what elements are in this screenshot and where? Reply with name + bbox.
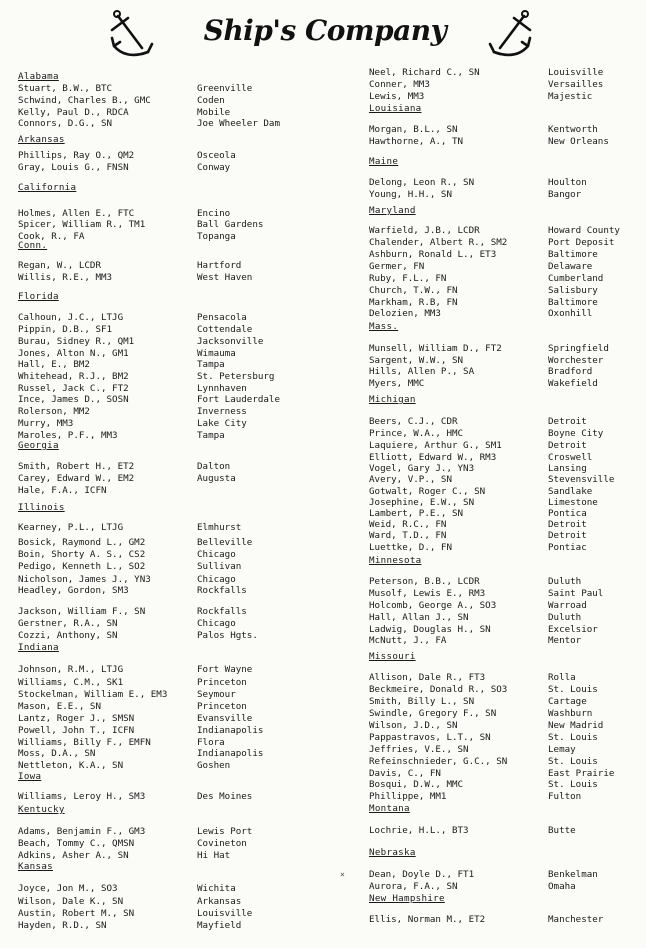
hometown: Arkansas xyxy=(197,896,242,907)
crew-name: Kelly, Paul D., RDCA xyxy=(18,107,129,118)
crew-name: Church, T.W., FN xyxy=(369,285,458,296)
crew-name: Sargent, W.W., SN xyxy=(369,355,464,366)
crew-name: Vogel, Gary J., YN3 xyxy=(369,463,475,474)
crew-name: Holmes, Allen E., FTC xyxy=(18,208,135,219)
crew-name: Delozien, MM3 xyxy=(369,308,441,319)
state-heading: Mass. xyxy=(369,321,399,332)
hometown: Cumberland xyxy=(548,273,604,284)
hometown: Pontiac xyxy=(548,542,587,553)
hometown: Wichita xyxy=(197,883,236,894)
state-heading: Indiana xyxy=(18,642,59,653)
crew-name: Williams, C.M., SK1 xyxy=(18,677,124,688)
hometown: Rolla xyxy=(548,672,576,683)
crew-name: Connors, D.G., SN xyxy=(18,118,113,129)
crew-name: Refeinschnieder, G.C., SN xyxy=(369,756,508,767)
hometown: New Orleans xyxy=(548,136,609,147)
hometown: Evansville xyxy=(197,713,253,724)
crew-name: Markham, R.B, FN xyxy=(369,297,458,308)
crew-name: Weid, R.C., FN xyxy=(369,519,447,530)
hometown: Bangor xyxy=(548,189,582,200)
hometown: Rockfalls xyxy=(197,585,247,596)
hometown: Chicago xyxy=(197,618,236,629)
crew-name: Austin, Robert M., SN xyxy=(18,908,135,919)
crew-name: Jackson, William F., SN xyxy=(18,606,146,617)
hometown: Palos Hgts. xyxy=(197,630,258,641)
crew-name: Allison, Dale R., FT3 xyxy=(369,672,486,683)
crew-name: Avery, V.P., SN xyxy=(369,474,452,485)
hometown: Augusta xyxy=(197,473,236,484)
hometown: Kentworth xyxy=(548,124,598,135)
crew-name: Rolerson, MM2 xyxy=(18,406,90,417)
state-heading: Louisiana xyxy=(369,103,422,114)
hometown: Lake City xyxy=(197,418,247,429)
hometown: Mobile xyxy=(197,107,231,118)
state-heading: Kansas xyxy=(18,861,53,872)
hometown: West Haven xyxy=(197,272,253,283)
crew-name: Holcomb, George A., SO3 xyxy=(369,600,497,611)
hometown: Washburn xyxy=(548,708,593,719)
hometown: Duluth xyxy=(548,576,582,587)
crew-name: Pedigo, Kenneth L., SO2 xyxy=(18,561,146,572)
hometown: Conway xyxy=(197,162,231,173)
hometown: Excelsior xyxy=(548,624,598,635)
state-heading: Nebraska xyxy=(369,847,416,858)
crew-name: Cook, R., FA xyxy=(18,231,85,242)
crew-name: Beach, Tommy C., QMSN xyxy=(18,838,135,849)
hometown: Tampa xyxy=(197,430,225,441)
crew-name: Williams, Billy F., EMFN xyxy=(18,737,151,748)
stray-mark: × xyxy=(340,870,345,879)
hometown: Versailles xyxy=(548,79,604,90)
hometown: St. Louis xyxy=(548,684,598,695)
hometown: Mentor xyxy=(548,635,582,646)
hometown: St. Louis xyxy=(548,779,598,790)
hometown: Elmhurst xyxy=(197,522,242,533)
hometown: Duluth xyxy=(548,612,582,623)
hometown: Indianapolis xyxy=(197,725,264,736)
hometown: Cottendale xyxy=(197,324,253,335)
hometown: Detroit xyxy=(548,416,587,427)
crew-name: Germer, FN xyxy=(369,261,425,272)
hometown: Belleville xyxy=(197,537,253,548)
crew-name: Wilson, Dale K., SN xyxy=(18,896,124,907)
state-heading: Minnesota xyxy=(369,555,422,566)
hometown: Dalton xyxy=(197,461,231,472)
crew-name: Laquiere, Arthur G., SM1 xyxy=(369,440,502,451)
crew-name: Myers, MMC xyxy=(369,378,425,389)
crew-name: Powell, John T., ICFN xyxy=(18,725,135,736)
hometown: Chicago xyxy=(197,549,236,560)
crew-name: Munsell, William D., FT2 xyxy=(369,343,502,354)
hometown: Port Deposit xyxy=(548,237,615,248)
crew-name: Wilson, J.D., SN xyxy=(369,720,458,731)
crew-name: Beckmeire, Donald R., SO3 xyxy=(369,684,508,695)
state-heading: Iowa xyxy=(18,771,42,782)
crew-name: Gerstner, R.A., SN xyxy=(18,618,118,629)
hometown: Bradford xyxy=(548,366,593,377)
crew-name: Gotwalt, Roger C., SN xyxy=(369,486,486,497)
hometown: Majestic xyxy=(548,91,593,102)
hometown: Oxonhill xyxy=(548,308,593,319)
hometown: Saint Paul xyxy=(548,588,604,599)
crew-name: Neel, Richard C., SN xyxy=(369,67,480,78)
hometown: Wakefield xyxy=(548,378,598,389)
hometown: Manchester xyxy=(548,914,604,925)
hometown: Springfield xyxy=(548,343,609,354)
crew-name: Josephine, E.W., SN xyxy=(369,497,475,508)
crew-name: Pappastravos, L.T., SN xyxy=(369,732,491,743)
hometown: Louisville xyxy=(197,908,253,919)
hometown: Covineton xyxy=(197,838,247,849)
crew-name: Hall, E., BM2 xyxy=(18,359,90,370)
crew-name: Conner, MM3 xyxy=(369,79,430,90)
hometown: Des Moines xyxy=(197,791,253,802)
hometown: Pontica xyxy=(548,508,587,519)
hometown: Detroit xyxy=(548,519,587,530)
state-heading: Florida xyxy=(18,291,59,302)
hometown: Joe Wheeler Dam xyxy=(197,118,280,129)
crew-name: Chalender, Albert R., SM2 xyxy=(369,237,508,248)
hometown: Sandlake xyxy=(548,486,593,497)
crew-name: Cozzi, Anthony, SN xyxy=(18,630,118,641)
crew-name: Hale, F.A., ICFN xyxy=(18,485,107,496)
crew-name: Ladwig, Douglas H., SN xyxy=(369,624,491,635)
hometown: Hartford xyxy=(197,260,242,271)
state-heading: New Hampshire xyxy=(369,893,445,904)
crew-name: Peterson, B.B., LCDR xyxy=(369,576,480,587)
crew-name: Moss, D.A., SN xyxy=(18,748,96,759)
hometown: St. Louis xyxy=(548,756,598,767)
crew-name: Phillippe, MM1 xyxy=(369,791,447,802)
hometown: Hi Hat xyxy=(197,850,231,861)
hometown: Croswell xyxy=(548,452,593,463)
crew-name: Nettleton, K.A., SN xyxy=(18,760,124,771)
crew-name: Calhoun, J.C., LTJG xyxy=(18,312,124,323)
crew-name: Bosick, Raymond L., GM2 xyxy=(18,537,146,548)
hometown: Encino xyxy=(197,208,231,219)
hometown: Warroad xyxy=(548,600,587,611)
crew-name: Luettke, D., FN xyxy=(369,542,452,553)
crew-name: McNutt, J., FA xyxy=(369,635,447,646)
crew-name: Prince, W.A., HMC xyxy=(369,428,464,439)
crew-name: Beers, C.J., CDR xyxy=(369,416,458,427)
crew-name: Regan, W., LCDR xyxy=(18,260,101,271)
page-title: Ship's Company xyxy=(203,14,447,47)
hometown: Topanga xyxy=(197,231,236,242)
crew-name: Musolf, Lewis E., RM3 xyxy=(369,588,486,599)
hometown: Butte xyxy=(548,825,576,836)
crew-name: Murry, MM3 xyxy=(18,418,74,429)
crew-name: Lochrie, H.L., BT3 xyxy=(369,825,469,836)
hometown: Limestone xyxy=(548,497,598,508)
crew-name: Smith, Robert H., ET2 xyxy=(18,461,135,472)
hometown: Inverness xyxy=(197,406,247,417)
hometown: Lynnhaven xyxy=(197,383,247,394)
hometown: Houlton xyxy=(548,177,587,188)
crew-name: Schwind, Charles B., GMC xyxy=(18,95,151,106)
state-heading: Maine xyxy=(369,156,399,167)
hometown: Detroit xyxy=(548,440,587,451)
hometown: Baltimore xyxy=(548,297,598,308)
state-heading: Kentucky xyxy=(18,804,65,815)
crew-name: Phillips, Ray O., QM2 xyxy=(18,150,135,161)
hometown: Cartage xyxy=(548,696,587,707)
hometown: Seymour xyxy=(197,689,236,700)
crew-name: Carey, Edward W., EM2 xyxy=(18,473,135,484)
crew-name: Warfield, J.B., LCDR xyxy=(369,225,480,236)
hometown: Wimauma xyxy=(197,348,236,359)
crew-name: Hawthorne, A., TN xyxy=(369,136,464,147)
crew-name: Whitehead, R.J., BM2 xyxy=(18,371,129,382)
crew-name: Ashburn, Ronald L., ET3 xyxy=(369,249,497,260)
crew-name: Ellis, Norman M., ET2 xyxy=(369,914,486,925)
state-heading: Illinois xyxy=(18,502,65,513)
hometown: Chicago xyxy=(197,574,236,585)
state-heading: Alabama xyxy=(18,71,59,82)
state-heading: Maryland xyxy=(369,205,416,216)
crew-name: Hills, Allen P., SA xyxy=(369,366,475,377)
hometown: Baltimore xyxy=(548,249,598,260)
crew-name: Willis, R.E., MM3 xyxy=(18,272,113,283)
hometown: Ball Gardens xyxy=(197,219,264,230)
hometown: St. Petersburg xyxy=(197,371,275,382)
hometown: Greenville xyxy=(197,83,253,94)
hometown: Howard County xyxy=(548,225,620,236)
crew-name: Burau, Sidney R., QM1 xyxy=(18,336,135,347)
crew-name: Spicer, William R., TM1 xyxy=(18,219,146,230)
hometown: Indianapolis xyxy=(197,748,264,759)
hometown: Salisbury xyxy=(548,285,598,296)
hometown: Goshen xyxy=(197,760,231,771)
crew-name: Hall, Allan J., SN xyxy=(369,612,469,623)
crew-name: Boin, Shorty A. S., CS2 xyxy=(18,549,146,560)
crew-name: Aurora, F.A., SN xyxy=(369,881,458,892)
hometown: Fort Wayne xyxy=(197,664,253,675)
hometown: Lemay xyxy=(548,744,576,755)
crew-name: Hayden, R.D., SN xyxy=(18,920,107,931)
hometown: Benkelman xyxy=(548,869,598,880)
crew-name: Dean, Doyle D., FT1 xyxy=(369,869,475,880)
crew-name: Swindle, Gregory F., SN xyxy=(369,708,497,719)
hometown: Fulton xyxy=(548,791,582,802)
hometown: Lansing xyxy=(548,463,587,474)
crew-name: Ince, James D., SOSN xyxy=(18,394,129,405)
hometown: Rockfalls xyxy=(197,606,247,617)
hometown: Detroit xyxy=(548,530,587,541)
crew-name: Lewis, MM3 xyxy=(369,91,425,102)
crew-name: Williams, Leroy H., SM3 xyxy=(18,791,146,802)
crew-name: Johnson, R.M., LTJG xyxy=(18,664,124,675)
crew-name: Maroles, P.F., MM3 xyxy=(18,430,118,441)
crew-name: Ruby, F.L., FN xyxy=(369,273,447,284)
crew-name: Adkins, Asher A., SN xyxy=(18,850,129,861)
hometown: Boyne City xyxy=(548,428,604,439)
hometown: Osceola xyxy=(197,150,236,161)
state-heading: Montana xyxy=(369,803,410,814)
crew-name: Kearney, P.L., LTJG xyxy=(18,522,124,533)
crew-name: Stockelman, William E., EM3 xyxy=(18,689,168,700)
hometown: Flora xyxy=(197,737,225,748)
crew-name: Russel, Jack C., FT2 xyxy=(18,383,129,394)
state-heading: Arkansas xyxy=(18,134,65,145)
crew-name: Adams, Benjamin F., GM3 xyxy=(18,826,146,837)
state-heading: Georgia xyxy=(18,440,59,451)
hometown: Princeton xyxy=(197,701,247,712)
state-heading: California xyxy=(18,182,77,193)
hometown: Tampa xyxy=(197,359,225,370)
crew-name: Young, H.H., SN xyxy=(369,189,452,200)
crew-name: Davis, C., FN xyxy=(369,768,441,779)
hometown: Lewis Port xyxy=(197,826,253,837)
crew-name: Jeffries, V.E., SN xyxy=(369,744,469,755)
hometown: Delaware xyxy=(548,261,593,272)
state-heading: Conn. xyxy=(18,240,48,251)
crew-name: Smith, Billy L., SN xyxy=(369,696,475,707)
hometown: New Madrid xyxy=(548,720,604,731)
crew-name: Headley, Gordon, SM3 xyxy=(18,585,129,596)
hometown: Omaha xyxy=(548,881,576,892)
hometown: Jacksonville xyxy=(197,336,264,347)
crew-name: Pippin, D.B., SF1 xyxy=(18,324,113,335)
hometown: Fort Lauderdale xyxy=(197,394,280,405)
crew-name: Morgan, B.L., SN xyxy=(369,124,458,135)
hometown: East Prairie xyxy=(548,768,615,779)
crew-name: Delong, Leon R., SN xyxy=(369,177,475,188)
hometown: Pensacola xyxy=(197,312,247,323)
hometown: St. Louis xyxy=(548,732,598,743)
crew-name: Gray, Louis G., FNSN xyxy=(18,162,129,173)
hometown: Louisville xyxy=(548,67,604,78)
crew-name: Jones, Alton N., GM1 xyxy=(18,348,129,359)
crew-name: Ward, T.D., FN xyxy=(369,530,447,541)
crew-name: Lantz, Roger J., SMSN xyxy=(18,713,135,724)
crew-name: Joyce, Jon M., SO3 xyxy=(18,883,118,894)
crew-name: Elliott, Edward W., RM3 xyxy=(369,452,497,463)
crew-name: Mason, E.E., SN xyxy=(18,701,101,712)
hometown: Princeton xyxy=(197,677,247,688)
hometown: Mayfield xyxy=(197,920,242,931)
crew-name: Stuart, B.W., BTC xyxy=(18,83,113,94)
crew-name: Bosqui, D.W., MMC xyxy=(369,779,464,790)
hometown: Stevensville xyxy=(548,474,615,485)
hometown: Sullivan xyxy=(197,561,242,572)
crew-name: Nicholson, James J., YN3 xyxy=(18,574,151,585)
state-heading: Michigan xyxy=(369,394,416,405)
hometown: Coden xyxy=(197,95,225,106)
crew-name: Lambert, P.E., SN xyxy=(369,508,464,519)
state-heading: Missouri xyxy=(369,651,416,662)
hometown: Worchester xyxy=(548,355,604,366)
